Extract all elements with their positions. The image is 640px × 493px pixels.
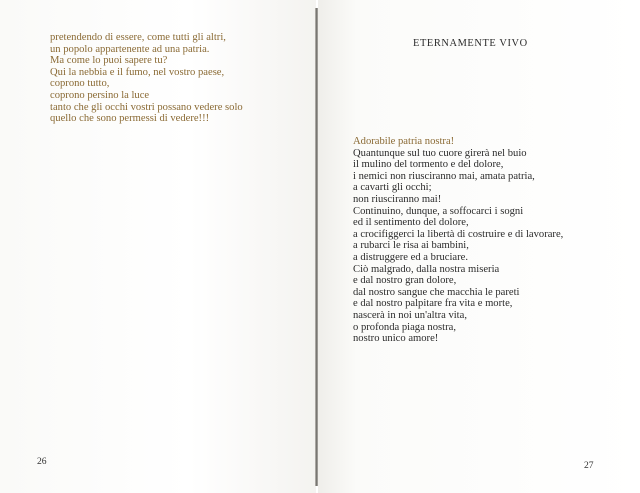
poem-line: nostro unico amore!: [353, 333, 439, 345]
poem-line: coprono tutto,: [50, 78, 110, 90]
poem-line: non riusciranno mai!: [353, 193, 442, 205]
right-poem-lines: [353, 136, 563, 345]
poem-line: i nemici non riusciranno mai, amata patria,: [353, 170, 535, 182]
poem-line: o profonda piaga nostra,: [353, 321, 456, 333]
poem-line: Continuino, dunque, a soffocarci i sogni: [353, 205, 524, 217]
book-gutter: [315, 8, 318, 486]
poem-line: a rubarci le risa ai bambini,: [353, 240, 469, 252]
poem-line: coprono persino la luce: [50, 89, 150, 101]
poem-line: il mulino del tormento e del dolore,: [353, 159, 504, 171]
poem-line: e dal nostro gran dolore,: [353, 275, 457, 287]
poem-line: a cavarti gli occhi;: [353, 182, 432, 194]
poem-line: un popolo appartenente ad una patria.: [50, 43, 210, 55]
poem-line: Adorabile patria nostra!: [353, 136, 455, 147]
poem-line: e dal nostro palpitare fra vita e morte,: [353, 298, 513, 310]
page-number-right: 27: [584, 460, 594, 471]
poem-line: ed il sentimento del dolore,: [353, 217, 469, 229]
poem-line: quello che sono permessi di vedere!!!: [50, 113, 210, 125]
poem-line: Qui la nebbia e il fumo, nel vostro paese,: [50, 66, 225, 78]
left-poem-lines: [50, 32, 243, 125]
poem-line: a distruggere ed a bruciare.: [353, 251, 469, 263]
poem-line: tanto che gli occhi vostri possano vedere solo: [50, 101, 243, 113]
poem-line: pretendendo di essere, come tutti gli altri,: [50, 32, 226, 43]
poem-line: Quantunque sul tuo cuore girerà nel buio: [353, 147, 527, 159]
poem-line: Ma come lo puoi sapere tu?: [50, 55, 168, 67]
page-number-left: 26: [37, 456, 47, 467]
poem-line: a crocifiggerci la libertà di costruire e di lavorare,: [353, 228, 564, 240]
poem-title: ETERNAMENTE VIVO: [413, 38, 528, 49]
poem-line: dal nostro sangue che macchia le pareti: [353, 286, 520, 298]
poem-line: nascerà in noi un'altra vita,: [353, 309, 467, 321]
poem-line: Ciò malgrado, dalla nostra miseria: [353, 263, 500, 275]
